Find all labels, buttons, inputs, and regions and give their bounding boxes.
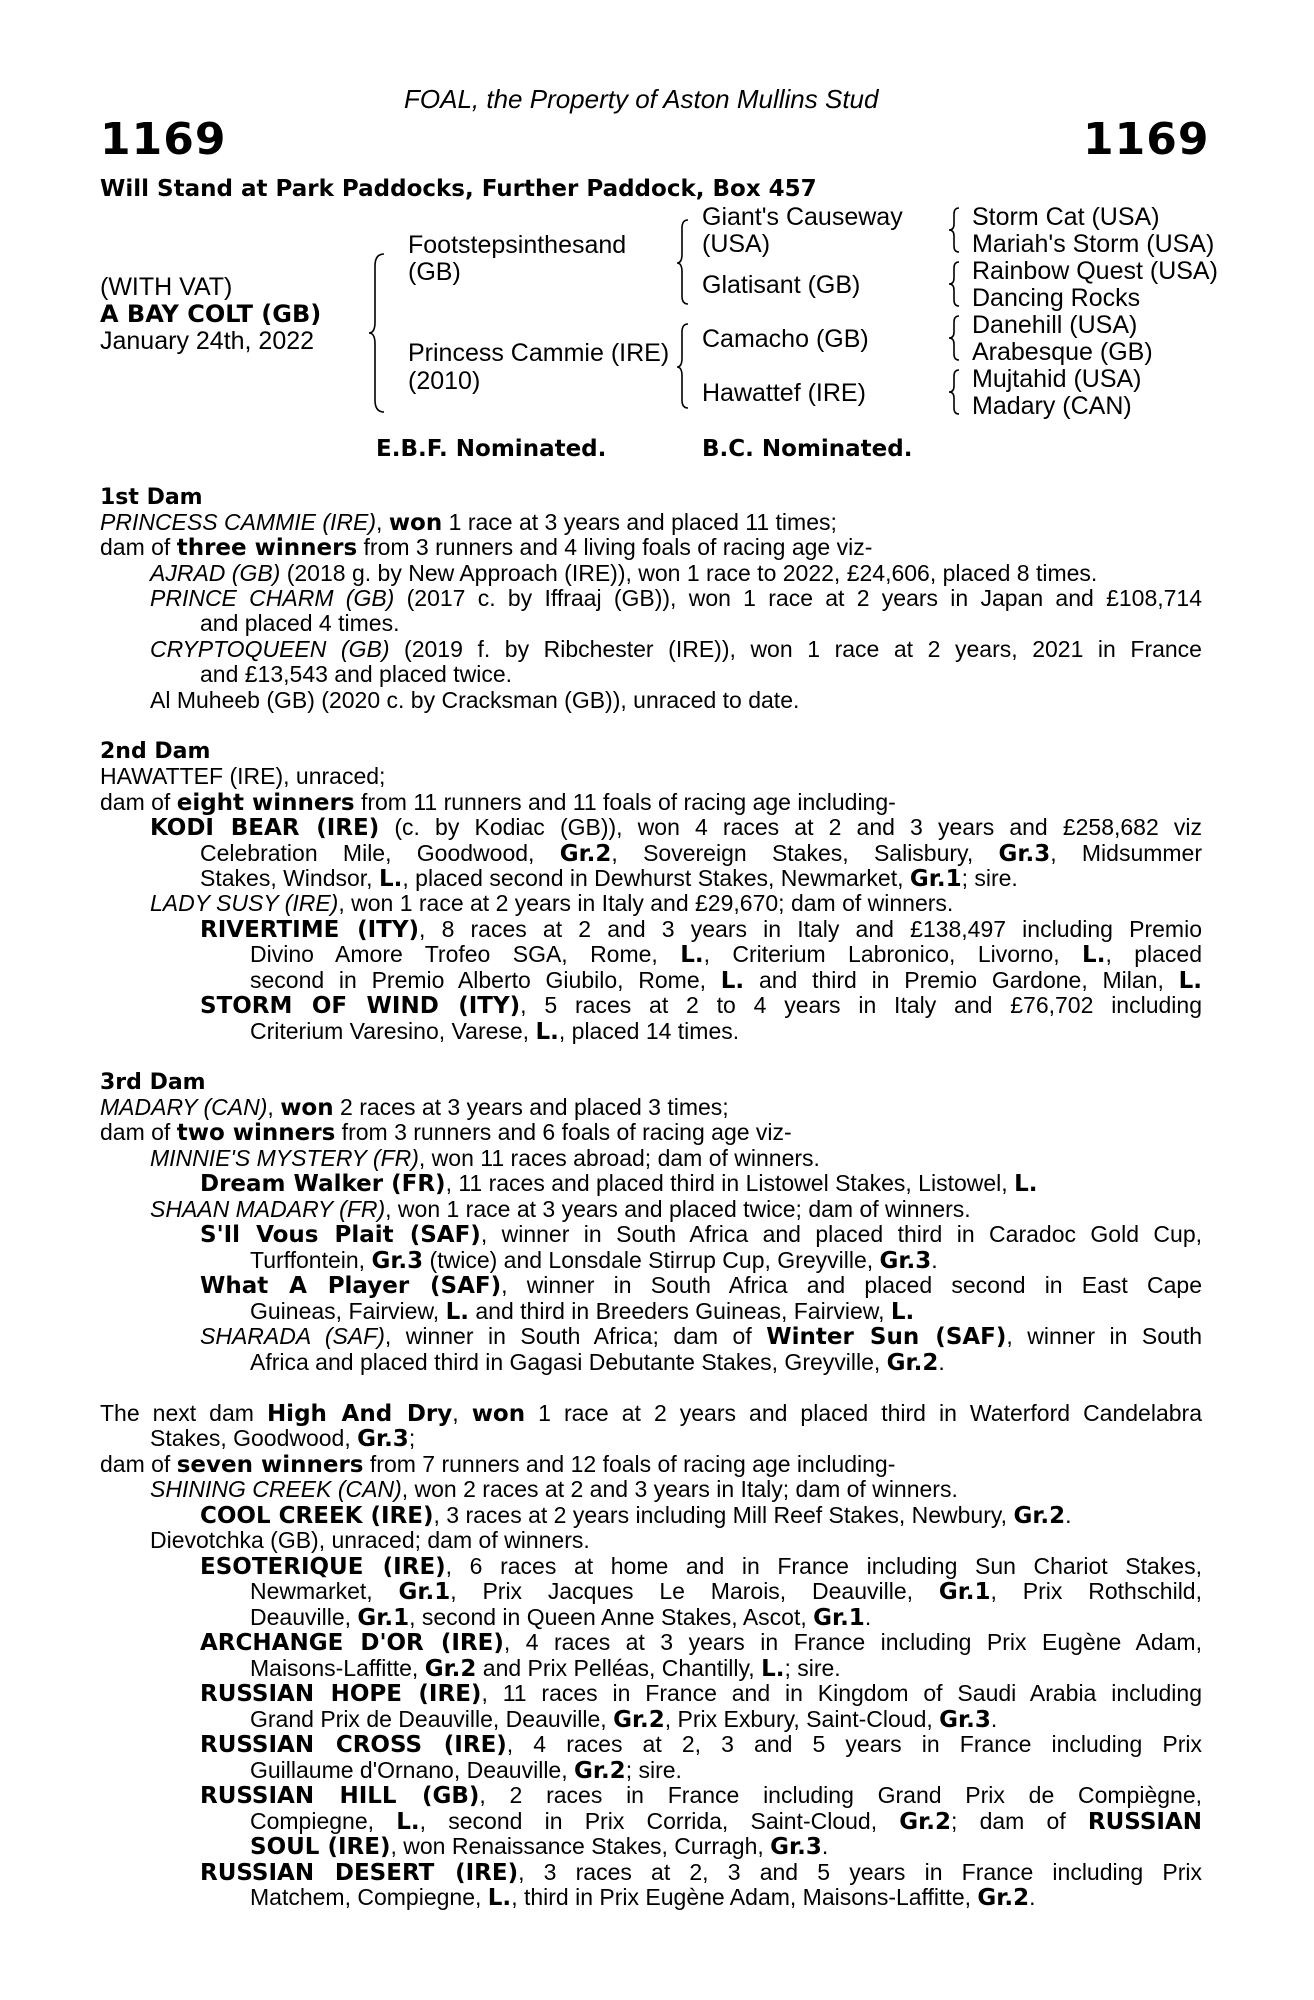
dam1-foal-prince-charm-cont: and placed 4 times. — [200, 610, 400, 636]
property-line: FOAL, the Property of Aston Mullins Stud — [404, 84, 879, 114]
ebf-nomination: E.B.F. Nominated. — [376, 436, 607, 462]
nextdam-shining-creek: SHINING CREEK (CAN), won 2 races at 2 and 3 years in Italy; dam of winners. — [150, 1476, 958, 1502]
dam1-foal-prince-charm: PRINCE CHARM (GB) (2017 c. by Iffraaj (GB)), won 1 race at 2 years in Japan and £108,714 — [150, 585, 1202, 611]
nextdam-esoterique-cont2: Deauville, Gr.1, second in Queen Anne Stakes, Ascot, Gr.1. — [250, 1604, 872, 1631]
dam2-rivertime: RIVERTIME (ITY), 8 races at 2 and 3 years in Italy and £138,497 including Premio — [200, 916, 1202, 943]
dam2-line: HAWATTEF (IRE), unraced; — [100, 763, 386, 789]
sire-sire: Giant's Causeway — [702, 203, 903, 231]
dam3-sharada: SHARADA (SAF), winner in South Africa; dam of Winter Sun (SAF), winner in South — [200, 1323, 1203, 1350]
sire-sire-origin: (USA) — [702, 230, 771, 258]
nextdam-line-cont: Stakes, Goodwood, Gr.3; — [150, 1425, 416, 1452]
dam2-rivertime-cont1: Divino Amore Trofeo SGA, Rome, L., Criterium Labronico, Livorno, L., placed — [250, 941, 1202, 968]
dam2-storm-of-wind-cont: Criterium Varesino, Varese, L., placed 14 times. — [250, 1018, 740, 1045]
nextdam-archange-dor: ARCHANGE D'OR (IRE), 4 races at 3 years in France including Prix Eugène Adam, — [200, 1629, 1202, 1656]
foaling-date: January 24th, 2022 — [100, 327, 315, 355]
dam-dam: Hawattef (IRE) — [702, 379, 866, 407]
dam1-line: PRINCESS CAMMIE (IRE), won 1 race at 3 years and placed 11 times; — [100, 509, 837, 536]
dam2-rivertime-cont2: second in Premio Alberto Giubilo, Rome, L. and third in Premio Gardone, Milan, L. — [250, 967, 1202, 994]
dam3-sil-vous-plait-cont: Turffontein, Gr.3 (twice) and Lonsdale Stirrup Cup, Greyville, Gr.3. — [250, 1247, 938, 1274]
section-title-2nd-dam: 2nd Dam — [100, 739, 211, 764]
dam3-sharada-cont: Africa and placed third in Gagasi Debutante Stakes, Greyville, Gr.2. — [250, 1349, 945, 1376]
sire-dam: Glatisant (GB) — [702, 271, 861, 299]
dam3-line: MADARY (CAN), won 2 races at 3 years and placed 3 times; — [100, 1094, 729, 1121]
section-title-1st-dam: 1st Dam — [100, 485, 203, 510]
nextdam-russian-hill-cont1: Compiegne, L., second in Prix Corrida, Saint-Cloud, Gr.2; dam of RUSSIAN — [250, 1808, 1202, 1835]
dam3-minnies-mystery: MINNIE'S MYSTERY (FR), won 11 races abroad; dam of winners. — [150, 1145, 820, 1171]
horse-name: A BAY COLT (GB) — [100, 300, 322, 328]
nextdam-produce-summary: dam of seven winners from 7 runners and 12 foals of racing age including- — [100, 1451, 896, 1478]
nextdam-russian-hill: RUSSIAN HILL (GB), 2 races in France including Grand Prix de Compiègne, — [200, 1782, 1203, 1809]
dam2-kodi-bear-cont2: Stakes, Windsor, L., placed second in Dewhurst Stakes, Newmarket, Gr.1; sire. — [200, 865, 1018, 892]
dd-dam: Madary (CAN) — [972, 392, 1132, 420]
dam3-sil-vous-plait: S'Il Vous Plait (SAF), winner in South Africa and placed third in Caradoc Gold Cup, — [200, 1221, 1203, 1248]
dam3-shaan-madary: SHAAN MADARY (FR), won 1 race at 3 years and placed twice; dam of winners. — [150, 1196, 971, 1222]
dam1-foal-ajrad: AJRAD (GB) (2018 g. by New Approach (IRE)), won 1 race to 2022, £24,606, placed 8 times. — [150, 560, 1098, 586]
nextdam-cool-creek: COOL CREEK (IRE), 3 races at 2 years including Mill Reef Stakes, Newbury, Gr.2. — [200, 1502, 1072, 1529]
dam1-produce-summary: dam of three winners from 3 runners and 4 living foals of racing age viz- — [100, 534, 873, 561]
dam3-produce-summary: dam of two winners from 3 runners and 6 foals of racing age viz- — [100, 1119, 792, 1146]
nextdam-esoterique-cont1: Newmarket, Gr.1, Prix Jacques Le Marois, Deauville, Gr.1, Prix Rothschild, — [250, 1578, 1202, 1605]
ds-dam: Arabesque (GB) — [972, 338, 1153, 366]
dam1-foal-cryptoqueen: CRYPTOQUEEN (GB) (2019 f. by Ribchester (IRE)), won 1 race at 2 years, 2021 in France — [150, 636, 1202, 662]
nextdam-russian-cross-cont: Guillaume d'Ornano, Deauville, Gr.2; sire. — [250, 1757, 682, 1784]
nextdam-russian-cross: RUSSIAN CROSS (IRE), 4 races at 2, 3 and 5 years in France including Prix — [200, 1731, 1202, 1758]
lot-number-left: 1169 — [100, 114, 227, 165]
dam1-foal-cryptoqueen-cont: and £13,543 and placed twice. — [200, 661, 513, 687]
lot-number-right: 1169 — [1083, 114, 1210, 165]
dam1-foal-al-muheeb: Al Muheeb (GB) (2020 c. by Cracksman (GB)), unraced to date. — [150, 687, 800, 713]
nextdam-dievotchka: Dievotchka (GB), unraced; dam of winners. — [150, 1527, 590, 1553]
nextdam-russian-desert: RUSSIAN DESERT (IRE), 3 races at 2, 3 and 5 years in France including Prix — [200, 1859, 1202, 1886]
dam-year: (2010) — [408, 367, 481, 395]
dam3-what-a-player: What A Player (SAF), winner in South Africa and placed second in East Cape — [200, 1272, 1202, 1299]
dam2-kodi-bear: KODI BEAR (IRE) (c. by Kodiac (GB)), won 4 races at 2 and 3 years and £258,682 viz — [150, 814, 1203, 841]
nextdam-esoterique: ESOTERIQUE (IRE), 6 races at home and in France including Sun Chariot Stakes, — [200, 1553, 1202, 1580]
dam2-storm-of-wind: STORM OF WIND (ITY), 5 races at 2 to 4 years in Italy and £76,702 including — [200, 992, 1202, 1019]
dam-sire: Camacho (GB) — [702, 325, 869, 353]
dam3-dream-walker: Dream Walker (FR), 11 races and placed third in Listowel Stakes, Listowel, L. — [200, 1170, 1038, 1197]
nextdam-line: The next dam High And Dry, won 1 race at 2 years and placed third in Waterford Candelabra — [100, 1400, 1202, 1427]
nextdam-archange-dor-cont: Maisons-Laffitte, Gr.2 and Prix Pelléas, Chantilly, L.; sire. — [250, 1655, 841, 1682]
vat-note: (WITH VAT) — [100, 273, 233, 301]
ds-sire: Danehill (USA) — [972, 311, 1138, 339]
nextdam-russian-hill-cont2: SOUL (IRE), won Renaissance Stakes, Curragh, Gr.3. — [250, 1833, 829, 1860]
ss-sire: Storm Cat (USA) — [972, 203, 1160, 231]
nextdam-russian-hope-cont: Grand Prix de Deauville, Deauville, Gr.2, Prix Exbury, Saint-Cloud, Gr.3. — [250, 1706, 998, 1733]
dam2-kodi-bear-cont1: Celebration Mile, Goodwood, Gr.2, Sovereign Stakes, Salisbury, Gr.3, Midsummer — [200, 840, 1203, 867]
dam2-lady-susy: LADY SUSY (IRE), won 1 race at 2 years in Italy and £29,670; dam of winners. — [150, 890, 954, 916]
nextdam-russian-hope: RUSSIAN HOPE (IRE), 11 races in France and in Kingdom of Saudi Arabia including — [200, 1680, 1202, 1707]
dam-name: Princess Cammie (IRE) — [408, 339, 670, 367]
sire-name: Footstepsinthesand — [408, 231, 627, 259]
nextdam-russian-desert-cont: Matchem, Compiegne, L., third in Prix Eugène Adam, Maisons-Laffitte, Gr.2. — [250, 1884, 1036, 1911]
dam3-what-a-player-cont: Guineas, Fairview, L. and third in Breeders Guineas, Fairview, L. — [250, 1298, 915, 1325]
sire-origin: (GB) — [408, 258, 461, 286]
ss-dam: Mariah's Storm (USA) — [972, 230, 1215, 258]
bc-nomination: B.C. Nominated. — [702, 436, 913, 462]
stand-location: Will Stand at Park Paddocks, Further Paddock, Box 457 — [100, 176, 817, 202]
sd-sire: Rainbow Quest (USA) — [972, 257, 1218, 285]
dd-sire: Mujtahid (USA) — [972, 365, 1142, 393]
dam2-produce-summary: dam of eight winners from 11 runners and 11 foals of racing age including- — [100, 789, 896, 816]
section-title-3rd-dam: 3rd Dam — [100, 1070, 206, 1095]
sd-dam: Dancing Rocks — [972, 284, 1141, 312]
